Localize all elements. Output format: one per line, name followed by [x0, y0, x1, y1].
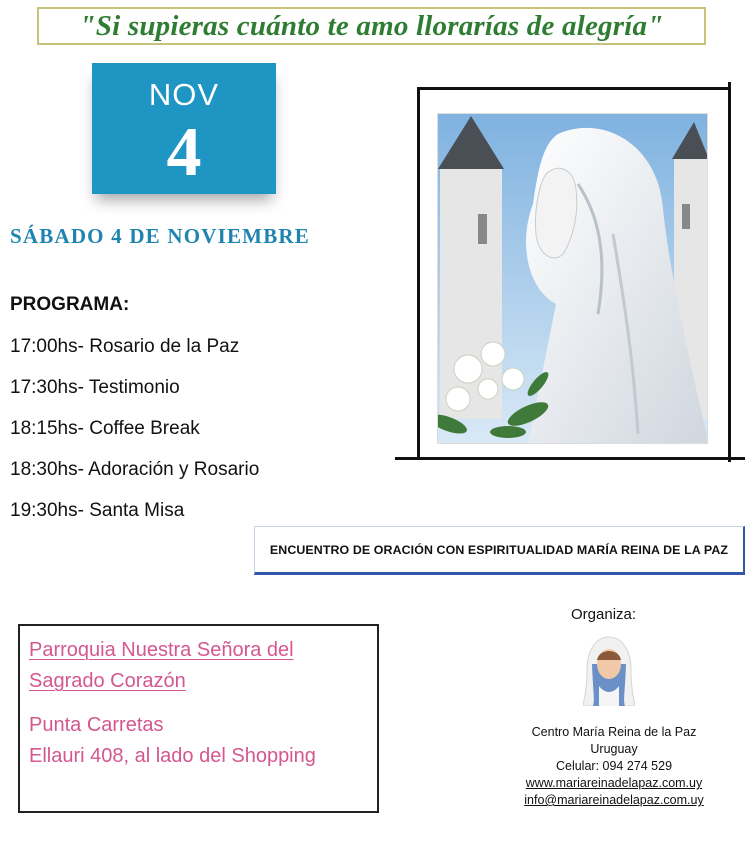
venue-address-line: Ellauri 408, al lado del Shopping [29, 745, 316, 767]
program-item: 19:30hs- Santa Misa [10, 500, 185, 521]
organizer-phone: Celular: 094 274 529 [555, 759, 673, 773]
date-day: 4 [166, 114, 202, 191]
venue-name-line[interactable]: Parroquia Nuestra Señora del [29, 639, 294, 661]
program-item: 18:15hs- Coffee Break [10, 418, 200, 439]
venue-address [29, 710, 316, 772]
organizer-logo [583, 634, 635, 706]
organizer-label: Organiza: [571, 606, 637, 623]
date-month: NOV [148, 77, 220, 112]
event-full-date: SÁBADO 4 DE NOVIEMBRE [10, 224, 310, 248]
virgin-mary-statue-image [438, 114, 708, 444]
event-banner-text: ENCUENTRO DE ORACIÓN CON ESPIRITUALIDAD MARÍA REINA DE LA PAZ [269, 542, 729, 557]
venue-address-line: Punta Carretas [29, 714, 164, 736]
organizer-email-link[interactable]: info@mariareinadelapaz.com.uy [524, 793, 704, 807]
program-item: 17:30hs- Testimonio [10, 377, 180, 398]
venue-name-line[interactable]: Sagrado Corazón [29, 670, 186, 692]
date-badge [92, 63, 276, 194]
venue-name[interactable] [29, 635, 294, 697]
virgin-mary-photo [437, 113, 708, 444]
header-quote: "Si supieras cuánto te amo llorarías de alegría" [79, 9, 664, 42]
organizer-info [500, 724, 728, 809]
program-item: 17:00hs- Rosario de la Paz [10, 336, 240, 357]
venue-box [18, 624, 379, 813]
program-title: PROGRAMA: [10, 294, 130, 315]
organizer-country: Uruguay [590, 742, 638, 756]
program-list [10, 294, 259, 541]
header-quote-box [37, 7, 706, 45]
virgin-mary-icon [583, 634, 635, 706]
organizer-website-link[interactable]: www.mariareinadelapaz.com.uy [525, 776, 703, 790]
program-item: 18:30hs- Adoración y Rosario [10, 459, 260, 480]
organizer-name: Centro María Reina de la Paz [531, 725, 697, 739]
event-banner [254, 526, 745, 575]
